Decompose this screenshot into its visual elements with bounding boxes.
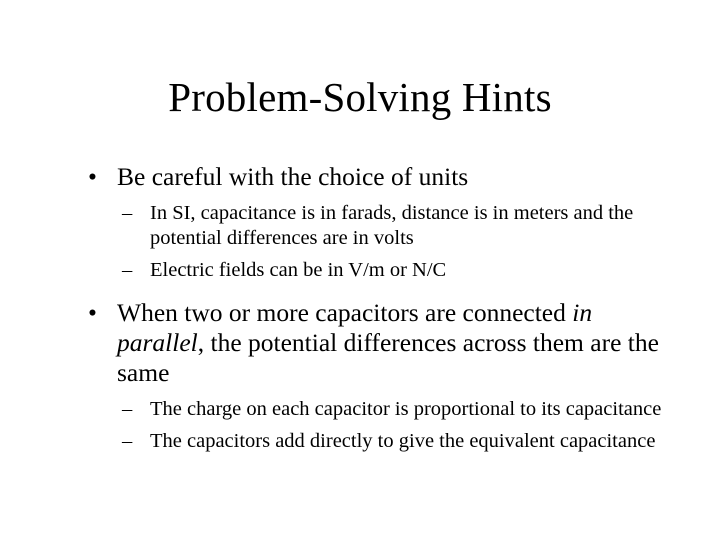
bullet-text-before: When two or more capacitors are connected	[117, 298, 573, 327]
bullet-text-after: , the potential differences across them are the same	[117, 328, 659, 387]
slide-title: Problem-Solving Hints	[168, 74, 552, 120]
bullet-marker: •	[88, 298, 97, 327]
bullet-list	[0, 162, 720, 454]
bullet-item-units	[0, 162, 720, 192]
dash-marker: –	[122, 398, 133, 420]
bullet-text: Be careful with the choice of units	[117, 162, 469, 191]
sub-item-charge-proportional	[0, 397, 720, 422]
sub-text: The capacitors add directly to give the equivalent capacitance	[150, 430, 656, 452]
sub-text: Electric fields can be in V/m or N/C	[150, 259, 447, 281]
dash-marker: –	[122, 202, 133, 224]
dash-marker: –	[122, 259, 133, 281]
sub-text: In SI, capacitance is in farads, distance is in meters and the potential differences are in volts	[150, 202, 634, 249]
bullet-marker: •	[88, 162, 97, 191]
sub-item-electric-fields	[0, 258, 720, 283]
bullet-text-italic: in parallel	[117, 298, 593, 357]
sub-item-capacitors-add	[0, 429, 720, 454]
sub-text: The charge on each capacitor is proportional to its capacitance	[150, 398, 662, 420]
dash-marker: –	[122, 430, 133, 452]
sub-item-si-units	[0, 201, 720, 251]
bullet-item-parallel	[0, 298, 720, 388]
